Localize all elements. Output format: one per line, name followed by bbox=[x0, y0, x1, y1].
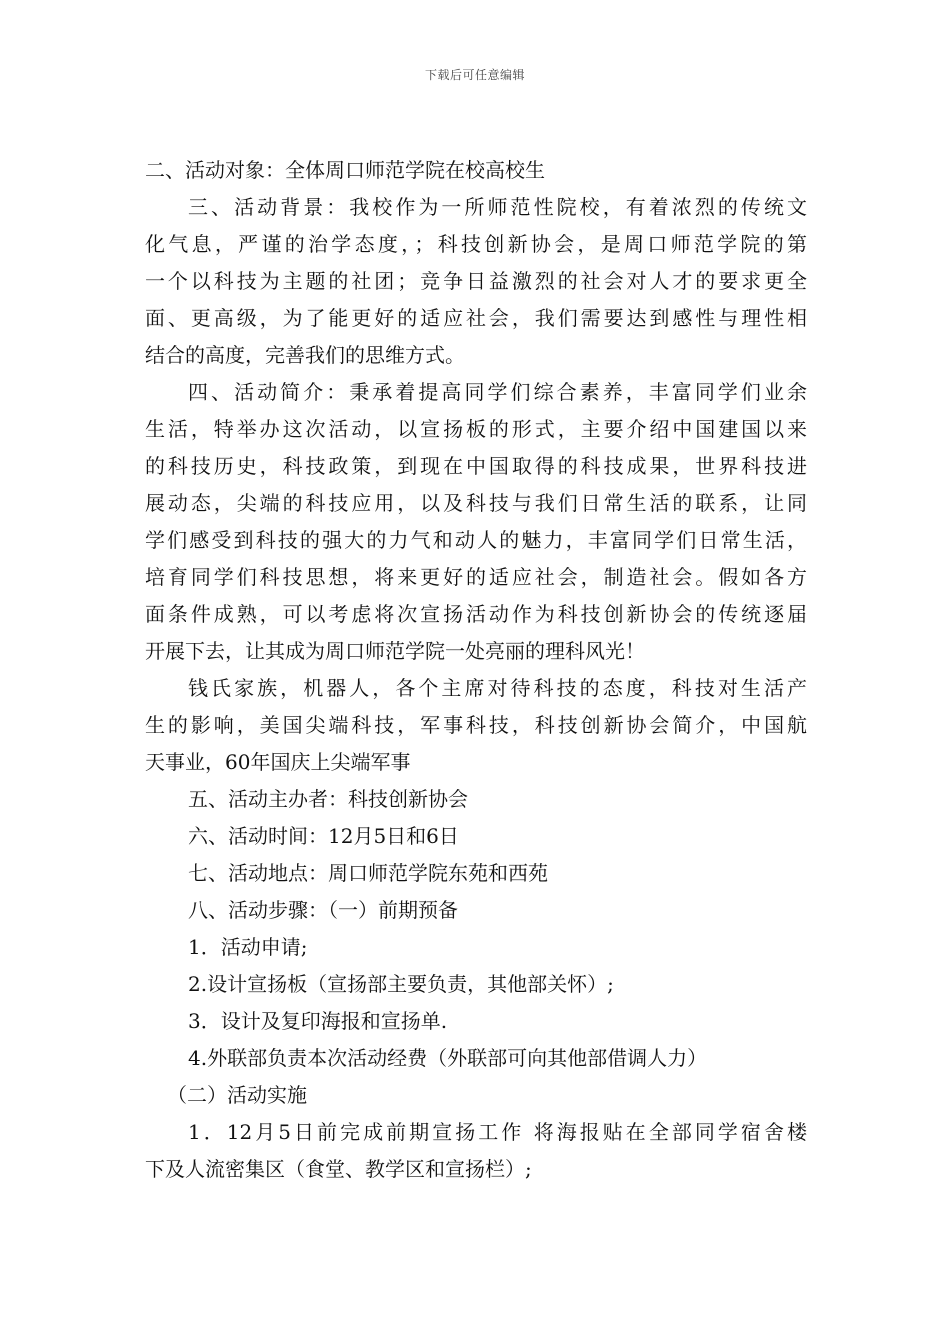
document-body bbox=[145, 152, 807, 1188]
text-line: 八、活动步骤：（一）前期预备 bbox=[188, 898, 458, 922]
text-line: 面、更高级，为了能更好的适应社会，我们需要达到感性与理性相 bbox=[145, 306, 807, 330]
header-note: 下载后可任意编辑 bbox=[424, 68, 525, 82]
text-line: 五、活动主办者：科技创新协会 bbox=[188, 787, 468, 811]
text-line: （二）活动实施 bbox=[167, 1083, 307, 1107]
text-line: 六、活动时间：12月5日和6日 bbox=[188, 824, 459, 848]
text-line: 面条件成熟，可以考虑将次宣扬活动作为科技创新协会的传统逐届 bbox=[145, 602, 807, 626]
text-line: 2.设计宣扬板（宣扬部主要负责，其他部关怀）; bbox=[188, 972, 614, 996]
text-line: 二、活动对象：全体周口师范学院在校高校生 bbox=[145, 158, 545, 182]
text-line: 1．12月5日前完成前期宣扬工作 将海报贴在全部同学宿舍楼 bbox=[188, 1120, 807, 1144]
text-line: 四、活动简介：秉承着提高同学们综合素养，丰富同学们业余 bbox=[188, 380, 807, 404]
text-line: 培育同学们科技思想，将来更好的适应社会，制造社会。假如各方 bbox=[145, 565, 807, 589]
text-line: 学们感受到科技的强大的力气和动人的魅力，丰富同学们日常生活， bbox=[145, 528, 807, 552]
text-line: 1．活动申请; bbox=[188, 935, 308, 959]
text-line: 4.外联部负责本次活动经费（外联部可向其他部借调人力） bbox=[188, 1046, 708, 1070]
text-line: 的科技历史，科技政策，到现在中国取得的科技成果，世界科技进 bbox=[145, 454, 807, 478]
text-line: 生活，特举办这次活动，以宣扬板的形式，主要介绍中国建国以来 bbox=[145, 417, 807, 441]
text-line: 一个以科技为主题的社团；竞争日益激烈的社会对人才的要求更全 bbox=[145, 269, 807, 293]
text-line: 钱氏家族，机器人，各个主席对待科技的态度，科技对生活产 bbox=[188, 676, 807, 700]
text-line: 三、活动背景：我校作为一所师范性院校，有着浓烈的传统文 bbox=[188, 195, 807, 219]
text-line: 化气息，严谨的治学态度，；科技创新协会，是周口师范学院的第 bbox=[145, 232, 807, 256]
text-line: 3．设计及复印海报和宣扬单. bbox=[188, 1009, 448, 1033]
text-line: 展动态，尖端的科技应用，以及科技与我们日常生活的联系，让同 bbox=[145, 491, 807, 515]
text-line: 结合的高度，完善我们的思维方式。 bbox=[145, 343, 465, 367]
text-line: 下及人流密集区（食堂、教学区和宣扬栏）; bbox=[145, 1157, 532, 1181]
text-line: 七、活动地点：周口师范学院东苑和西苑 bbox=[188, 861, 548, 885]
text-line: 生的影响，美国尖端科技，军事科技，科技创新协会简介，中国航 bbox=[145, 713, 807, 737]
text-line: 开展下去，让其成为周口师范学院一处亮丽的理科风光！ bbox=[145, 639, 645, 663]
text-line: 天事业，60年国庆上尖端军事 bbox=[145, 750, 411, 774]
